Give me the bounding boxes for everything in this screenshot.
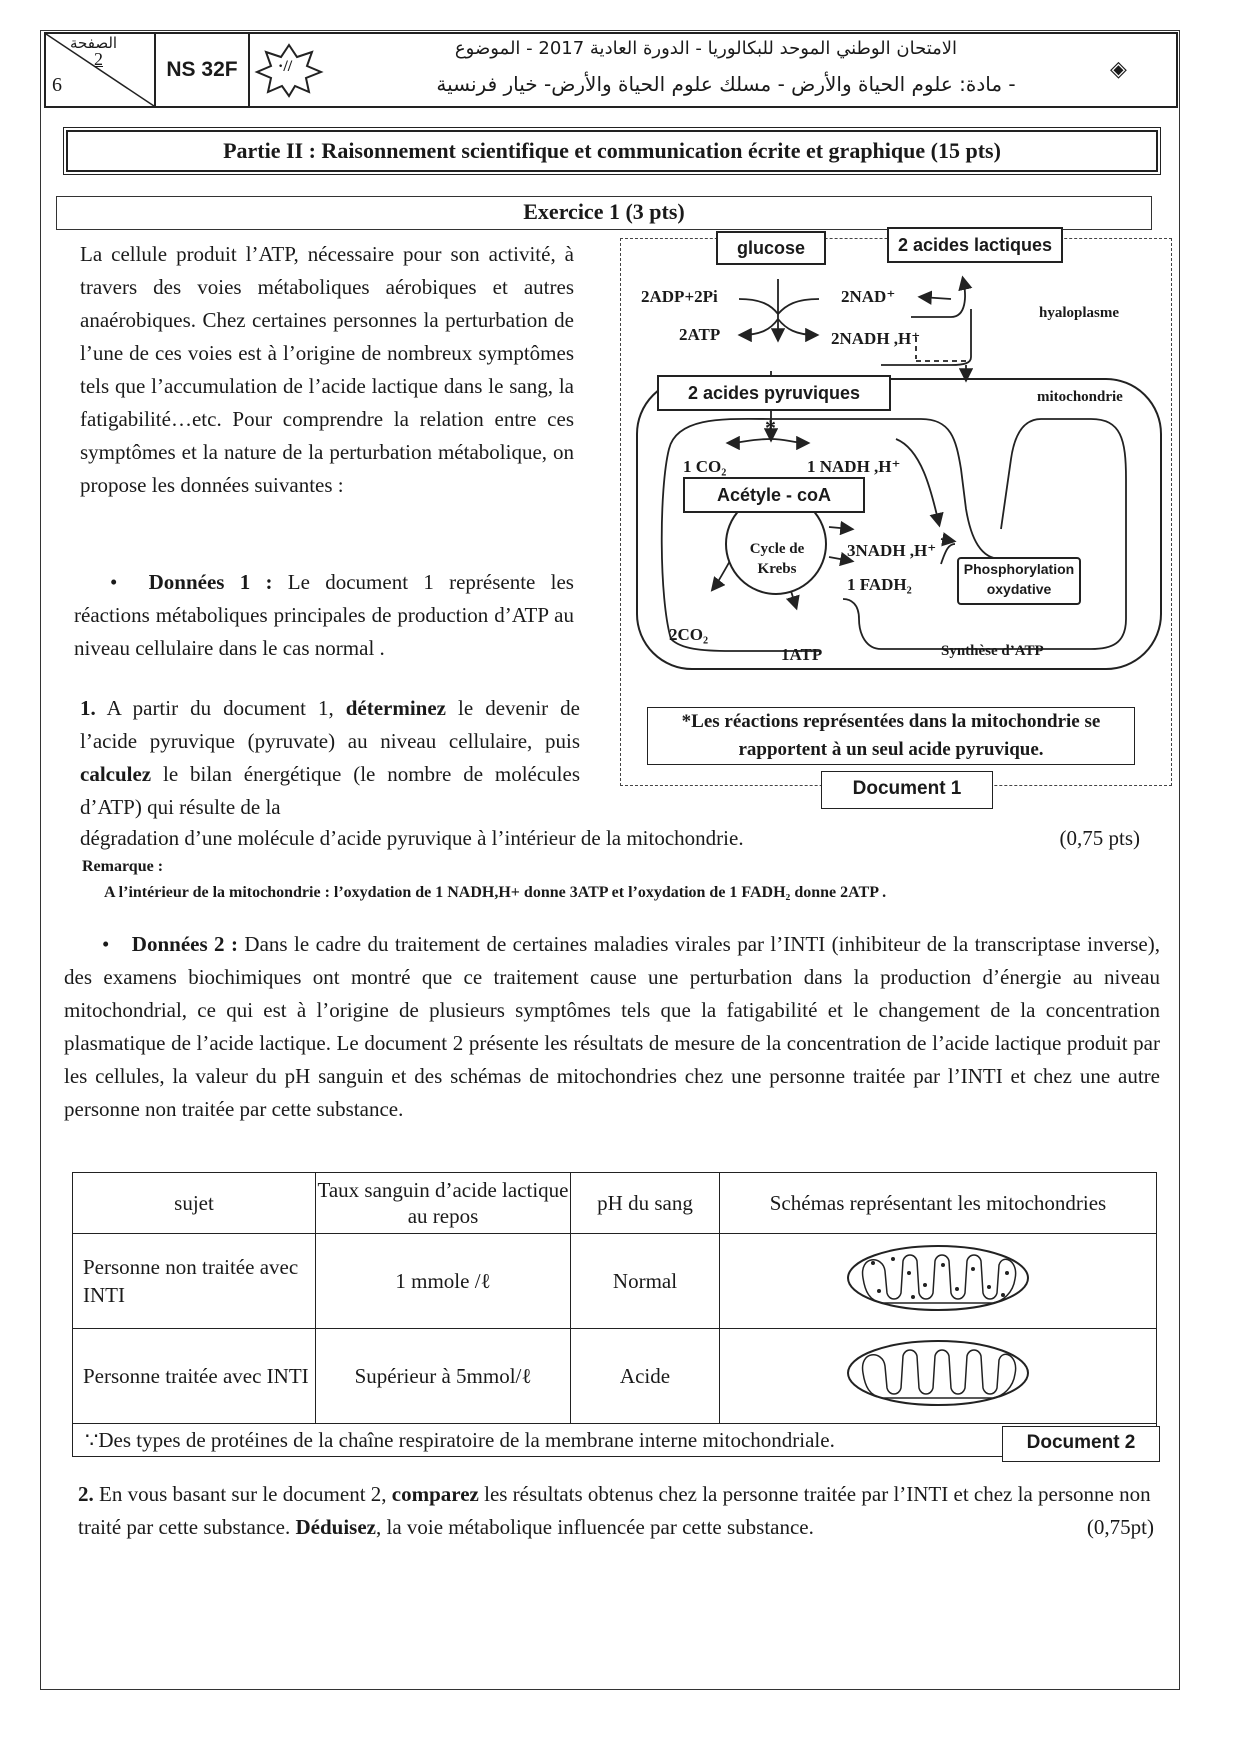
q2-text: , la voie métabolique influencée par cette substance. <box>375 1515 814 1539</box>
mitochondria-normal-image <box>843 1243 1033 1313</box>
donnees-1 <box>74 566 574 665</box>
cell-ph: Normal <box>571 1234 720 1329</box>
acetyl-coa-node: Acétyle - coA <box>683 477 865 513</box>
table-footnote: ∵Des types de protéines de la chaîne respiratoire de la membrane interne mitochondriale. <box>73 1424 1157 1457</box>
lactic-acid-node: 2 acides lactiques <box>887 227 1063 263</box>
header-ph: pH du sang <box>571 1173 720 1234</box>
exam-title-arabic: الامتحان الوطني الموحد للبكالوريا - الدورة العادية 2017 - الموضوع <box>454 38 958 59</box>
hyaloplasme-label: hyaloplasme <box>1039 305 1120 321</box>
exercise-title: Exercice 1 (3 pts) <box>56 196 1152 230</box>
table-row <box>73 1329 1157 1424</box>
donnees-2-title: Données 2 : <box>131 932 238 956</box>
q1-verb-calculez: calculez <box>80 762 152 786</box>
exam-header <box>44 32 1178 108</box>
adp-label: 2ADP+2Pi <box>641 287 718 306</box>
pyruvic-acid-node: 2 acides pyruviques <box>657 375 891 411</box>
subject-arabic: - مادة: علوم الحياة والأرض - مسلك علوم الحياة والأرض- خيار فرنسية <box>436 72 1016 96</box>
document-2-tag: Document 2 <box>1002 1426 1160 1462</box>
q1-text: le bilan énergétique (le nombre de molécules d’ATP) qui résulte de la <box>80 762 580 819</box>
document-1-tag: Document 1 <box>821 771 993 809</box>
synthese-label: Synthèse d’ATP <box>941 643 1044 659</box>
donnees-1-text: Le document 1 représente les réactions métaboliques principales de production d’ATP au niveau cellulaire dans le cas normal . <box>74 570 574 660</box>
cell-mitochondria-treated <box>720 1329 1157 1424</box>
donnees-2-text: Dans le cadre du traitement de certaines maladies virales par l’INTI (inhibiteur de la transcriptase inverse), des examens biochimiques ont montré que ce traitement cause une perturbation dans la production d’énergie au niveau mitochondrial, ce qui est à l’origine de plusieurs symptômes tels que la fatigabilité et le changement de la concentration plasmatique de l’acide lactique. Le document 2 présente les résultats de mesure de la concentration de l’acide lactique produit par les cellules, la valeur du pH sanguin et des schémas de mitochondries chez une personne traitée par l’INTI et chez une autre personne non traitée par cette substance. <box>64 932 1160 1121</box>
q1-number: 1. <box>80 696 96 720</box>
q1-text-end: dégradation d’une molécule d’acide pyruvique à l’intérieur de la mitochondrie. <box>80 826 744 850</box>
question-1 <box>80 692 580 824</box>
mitochondria-treated-image <box>843 1338 1033 1408</box>
glucose-node: glucose <box>716 231 826 265</box>
q2-points: (0,75pt) <box>1086 1515 1154 1539</box>
question-2 <box>78 1478 1154 1544</box>
table-footnote-row <box>73 1424 1157 1457</box>
co2-2-label: 2CO₂ <box>669 625 709 644</box>
q1-verb-determinez: déterminez <box>345 696 447 720</box>
q1-text: A partir du document 1, <box>95 696 346 720</box>
header-taux: Taux sanguin d’acide lactique au repos <box>316 1173 571 1234</box>
total-pages: 6 <box>52 74 62 96</box>
bullet: • <box>110 570 118 594</box>
bullet: • <box>102 932 110 956</box>
fadh-label: 1 FADH₂ <box>847 575 912 594</box>
table-row <box>73 1234 1157 1329</box>
nadh-3-label: 3NADH ,H⁺ <box>847 541 937 560</box>
header-sujet: sujet <box>73 1173 316 1234</box>
intro-paragraph: La cellule produit l’ATP, nécessaire pour son activité, à travers des voies métaboliques aérobiques et autres anaérobiques. Chez certaines personnes la perturbation de l’une de ces voies est à l’origine de nombreux symptômes tels que l’accumulation de l’acide lactique dans le sang, la fatigabilité…etc. Pour comprendre la relation entre ces symptômes et la nature de la perturbation métabolique, on propose les données suivantes : <box>80 242 574 497</box>
star-marker: * <box>765 415 776 440</box>
atp-1-label: 1ATP <box>781 645 823 664</box>
krebs-label: Cycle de Krebs <box>749 541 805 577</box>
remarque-text: A l’intérieur de la mitochondrie : l’oxydation de 1 NADH,H+ donne 3ATP et l’oxydation de 1 FADH₂ donne 2ATP . <box>104 884 887 901</box>
exam-code: NS 32F <box>156 34 250 106</box>
q1-text: le devenir de l’acide pyruvique (pyruvate) au niveau cellulaire, puis <box>80 696 580 753</box>
table-header-row <box>73 1173 1157 1234</box>
cell-taux: 1 mmole /ℓ <box>316 1234 571 1329</box>
cell-sujet: Personne non traitée avec INTI <box>73 1234 316 1329</box>
cell-taux: Supérieur à 5mmol/ℓ <box>316 1329 571 1424</box>
q2-number: 2. <box>78 1482 94 1506</box>
nadh-1-label: 1 NADH ,H⁺ <box>807 457 901 476</box>
document-1-note: *Les réactions représentées dans la mitochondrie se rapportent à un seul acide pyruvique. <box>647 707 1135 765</box>
diamond-icon: ◈ <box>1110 56 1127 81</box>
page-number: 2 <box>94 49 103 69</box>
remarque-title: Remarque : <box>82 858 164 875</box>
nadh-2-label: 2NADH ,H⁺ <box>831 329 921 348</box>
donnees-2 <box>64 928 1160 1126</box>
co2-label: 1 CO₂ <box>683 457 727 476</box>
atp-2-label: 2ATP <box>679 325 721 344</box>
mitochondrie-label: mitochondrie <box>1037 389 1123 405</box>
q2-verb-deduisez: Déduisez <box>295 1515 376 1539</box>
cell-sujet: Personne traitée avec INTI <box>73 1329 316 1424</box>
cell-mitochondria-normal <box>720 1234 1157 1329</box>
phosphorylation-node: Phosphorylation oxydative <box>957 557 1081 605</box>
stamp-text: ·// <box>278 58 293 75</box>
document-1 <box>620 235 1172 799</box>
part-title: Partie II : Raisonnement scientifique et communication écrite et graphique (15 pts) <box>66 130 1158 172</box>
page-label: الصفحة <box>70 34 118 52</box>
header-schemas: Schémas représentant les mitochondries <box>720 1173 1157 1234</box>
document-2-table <box>72 1172 1157 1457</box>
q2-verb-comparez: comparez <box>391 1482 479 1506</box>
q2-text: les résultats obtenus chez la personne traitée par l’INTI et chez la personne non traité par cette substance. <box>78 1482 1151 1539</box>
q2-text: En vous basant sur le document 2, <box>93 1482 392 1506</box>
question-1-end <box>80 822 1140 855</box>
nad-label: 2NAD⁺ <box>841 287 896 306</box>
q1-points: (0,75 pts) <box>1059 826 1140 850</box>
page-number-box <box>46 34 156 106</box>
donnees-1-title: Données 1 : <box>148 570 273 594</box>
cell-ph: Acide <box>571 1329 720 1424</box>
